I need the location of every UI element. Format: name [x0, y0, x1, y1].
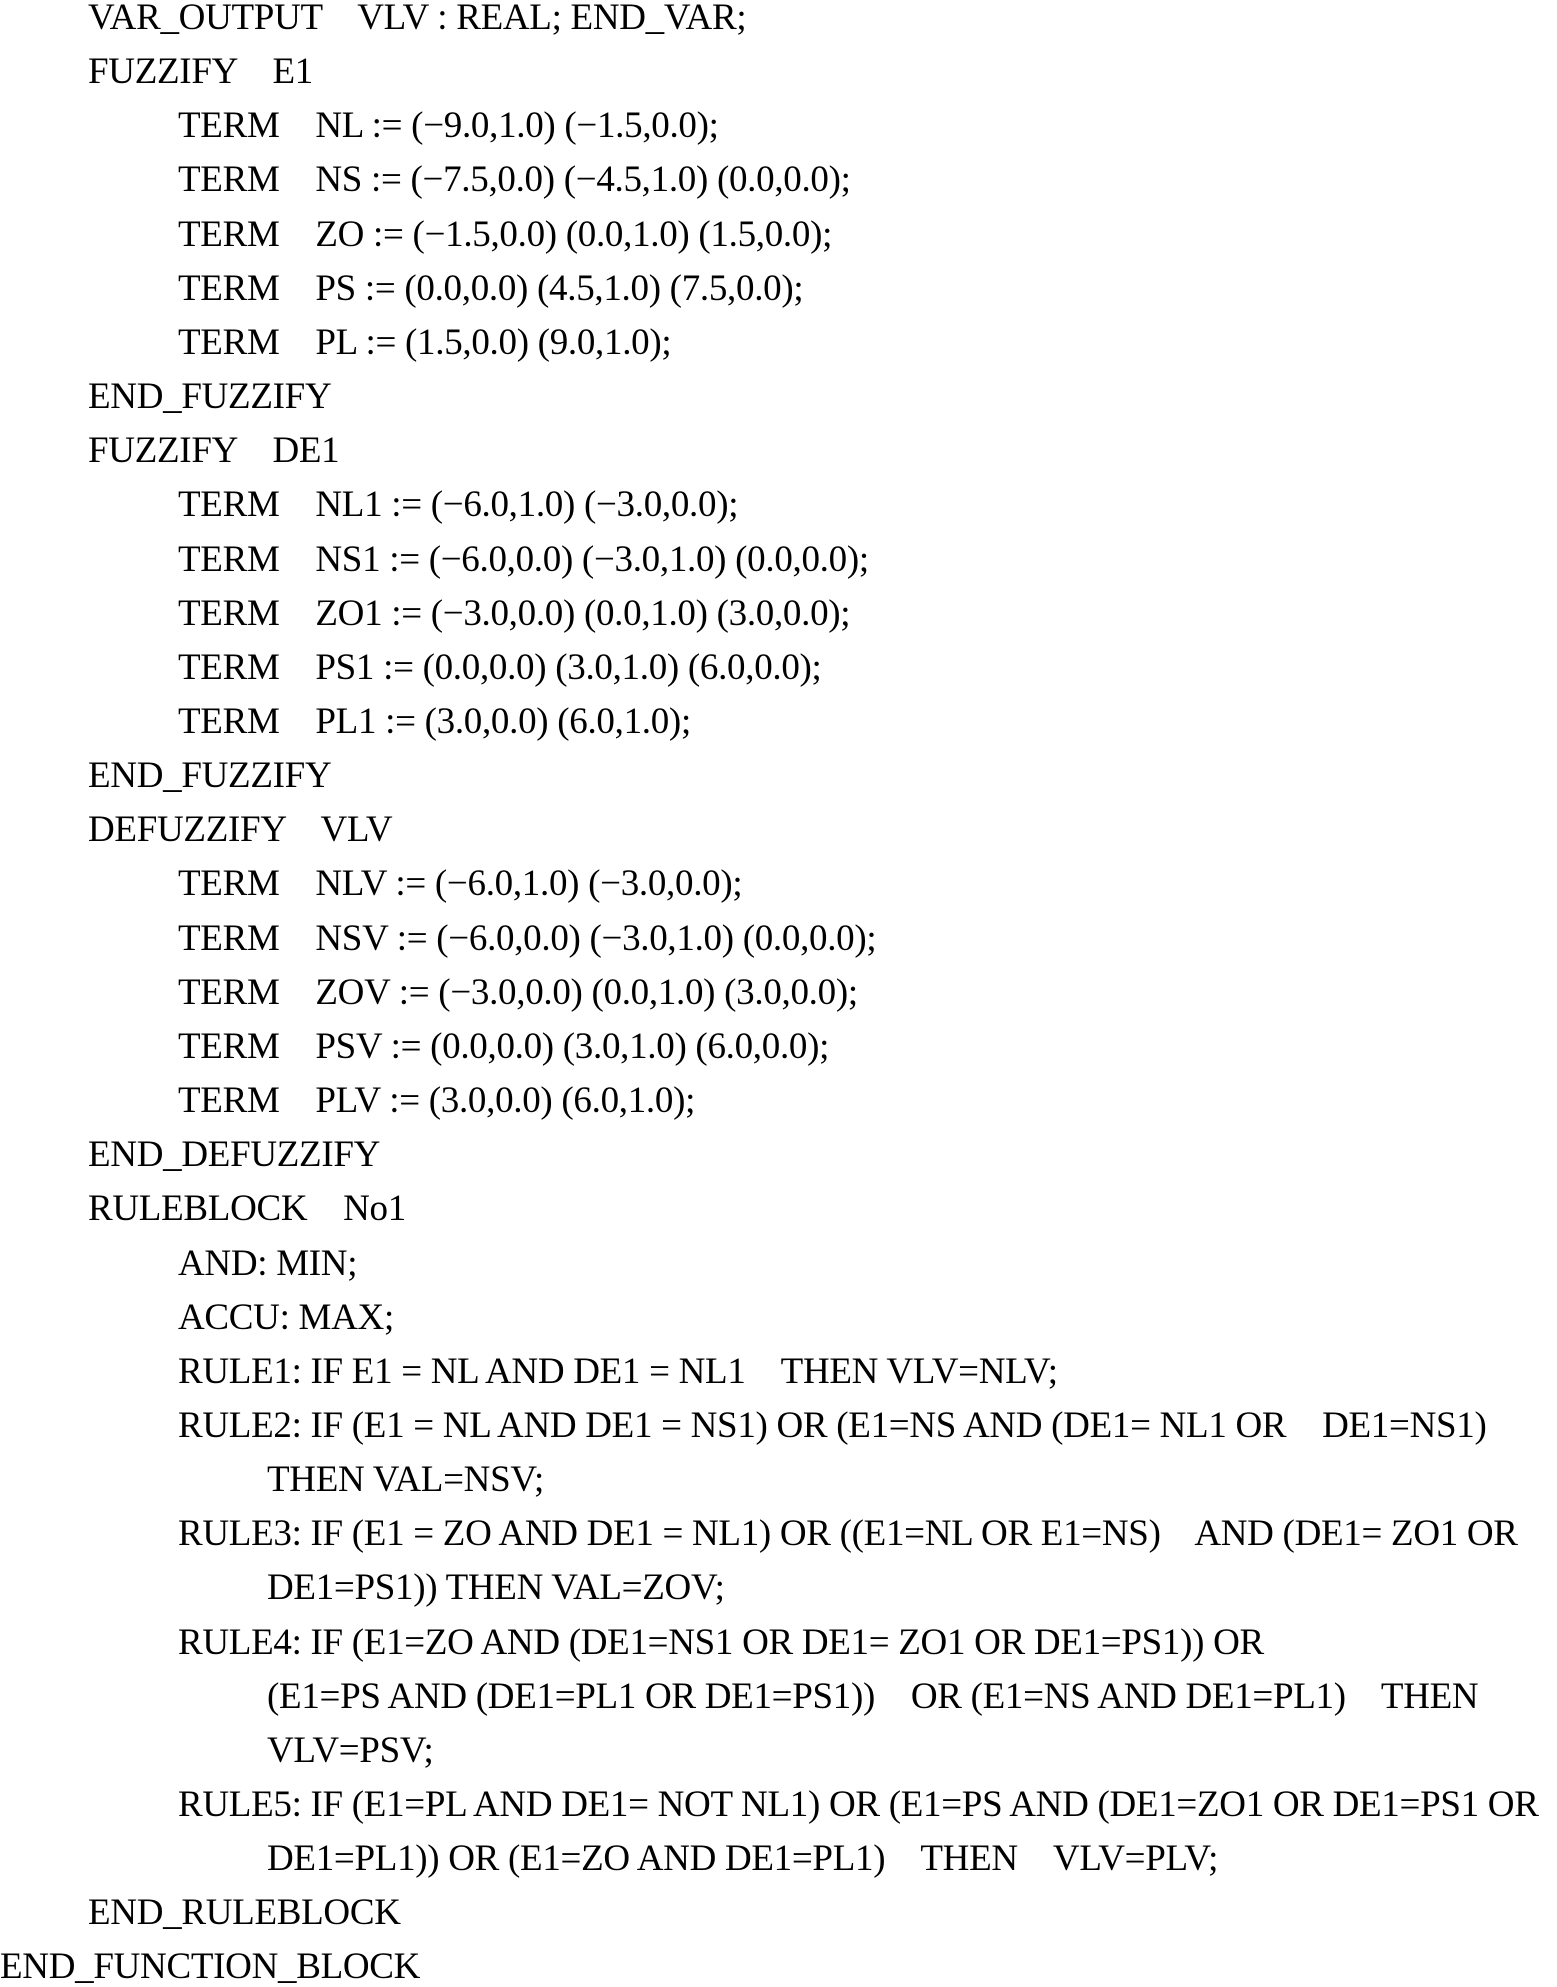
code-line: ACCU: MAX; — [178, 1296, 394, 1338]
code-line: TERM ZO1 := (−3.0,0.0) (0.0,1.0) (3.0,0.0); — [178, 592, 851, 634]
code-line: TERM NS1 := (−6.0,0.0) (−3.0,1.0) (0.0,0.0); — [178, 538, 869, 580]
code-line: RULE5: IF (E1=PL AND DE1= NOT NL1) OR (E1=PS AND (DE1=ZO1 OR DE1=PS1 OR — [178, 1784, 1539, 1825]
code-line: END_FUNCTION_BLOCK — [0, 1946, 421, 1987]
code-line: DEFUZZIFY VLV — [88, 809, 393, 851]
code-line: RULE3: IF (E1 = ZO AND DE1 = NL1) OR ((E1=NL OR E1=NS) AND (DE1= ZO1 OR — [178, 1513, 1518, 1555]
code-line: END_RULEBLOCK — [88, 1892, 401, 1934]
code-line: TERM NSV := (−6.0,0.0) (−3.0,1.0) (0.0,0.0); — [178, 917, 877, 959]
code-line: (E1=PS AND (DE1=PL1 OR DE1=PS1)) OR (E1=NS AND DE1=PL1) THEN — [267, 1675, 1479, 1717]
code-line: DE1=PS1)) THEN VAL=ZOV; — [267, 1567, 725, 1609]
code-line: END_DEFUZZIFY — [88, 1134, 381, 1176]
code-line: TERM PL := (1.5,0.0) (9.0,1.0); — [178, 321, 672, 363]
code-line: TERM ZOV := (−3.0,0.0) (0.0,1.0) (3.0,0.0); — [178, 971, 858, 1013]
code-line: TERM PSV := (0.0,0.0) (3.0,1.0) (6.0,0.0); — [178, 1025, 830, 1067]
code-line: VAR_OUTPUT VLV : REAL; END_VAR; — [88, 0, 747, 38]
code-line: END_FUZZIFY — [88, 376, 332, 418]
code-line: TERM NL1 := (−6.0,1.0) (−3.0,0.0); — [178, 484, 739, 526]
code-line: TERM PL1 := (3.0,0.0) (6.0,1.0); — [178, 700, 691, 742]
code-line: TERM ZO := (−1.5,0.0) (0.0,1.0) (1.5,0.0); — [178, 213, 833, 255]
code-line: RULE4: IF (E1=ZO AND (DE1=NS1 OR DE1= ZO1 OR DE1=PS1)) OR — [178, 1621, 1264, 1663]
code-line: AND: MIN; — [178, 1242, 358, 1284]
code-line: FUZZIFY E1 — [88, 51, 313, 93]
code-line: VLV=PSV; — [267, 1729, 434, 1771]
code-line: RULE2: IF (E1 = NL AND DE1 = NS1) OR (E1=NS AND (DE1= NL1 OR DE1=NS1) — [178, 1404, 1487, 1446]
code-line: THEN VAL=NSV; — [267, 1459, 545, 1500]
code-line: END_FUZZIFY — [88, 755, 332, 797]
code-line: TERM PS := (0.0,0.0) (4.5,1.0) (7.5,0.0); — [178, 267, 804, 309]
code-line: TERM NL := (−9.0,1.0) (−1.5,0.0); — [178, 105, 719, 147]
code-line: RULE1: IF E1 = NL AND DE1 = NL1 THEN VLV=NLV; — [178, 1350, 1058, 1392]
code-line: TERM PS1 := (0.0,0.0) (3.0,1.0) (6.0,0.0); — [178, 646, 822, 688]
code-line: TERM PLV := (3.0,0.0) (6.0,1.0); — [178, 1080, 696, 1121]
code-line: RULEBLOCK No1 — [88, 1188, 406, 1230]
code-line: TERM NS := (−7.5,0.0) (−4.5,1.0) (0.0,0.0); — [178, 159, 851, 201]
code-line: TERM NLV := (−6.0,1.0) (−3.0,0.0); — [178, 863, 743, 905]
code-line: DE1=PL1)) OR (E1=ZO AND DE1=PL1) THEN VLV=PLV; — [267, 1838, 1219, 1880]
code-line: FUZZIFY DE1 — [88, 430, 340, 472]
